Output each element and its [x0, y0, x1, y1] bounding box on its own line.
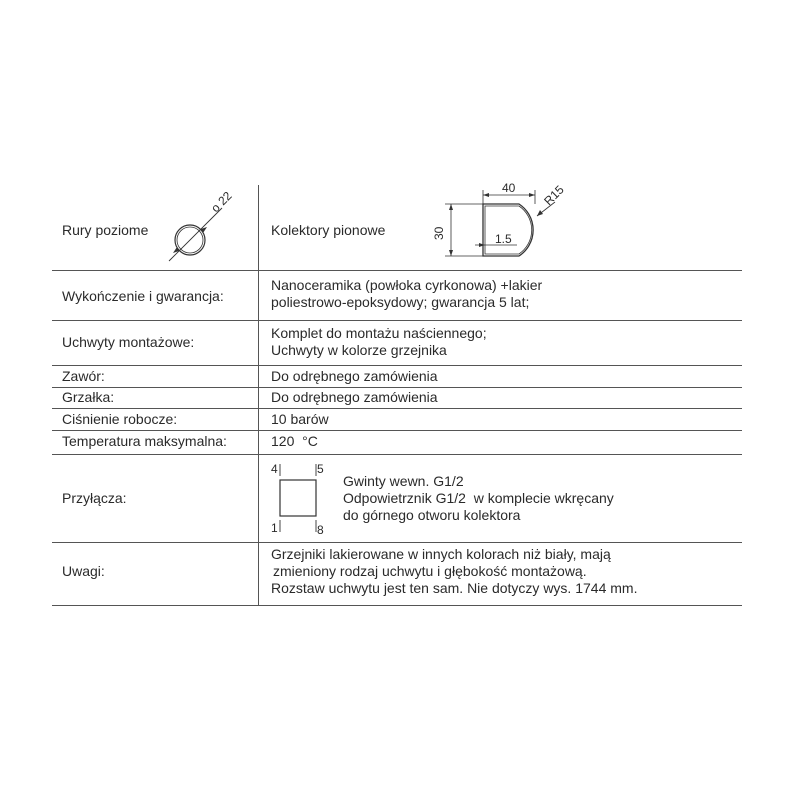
connections-value	[343, 473, 614, 524]
radiator-outline	[280, 480, 316, 516]
arrow-head	[537, 210, 543, 216]
port-top-right: 5	[317, 462, 324, 476]
row-divider	[52, 542, 742, 543]
height-dimension: 30	[432, 226, 446, 240]
connections-line-2: Odpowietrznik G1/2 w komplecie wkręcany	[343, 490, 614, 506]
pressure-label: Ciśnienie robocze:	[62, 411, 178, 427]
pressure-value: 10 barów	[271, 411, 329, 427]
row-divider	[52, 454, 742, 455]
notes-line-3: Rozstaw uchwytu jest ten sam. Nie dotyczy wys. 1744 mm.	[271, 580, 638, 596]
arrow-head	[449, 250, 453, 256]
finish-line-1: Nanoceramika (powłoka cyrkonowa) +lakier	[271, 277, 543, 293]
finish-label: Wykończenie i gwarancja:	[62, 288, 224, 304]
pipe-diameter-drawing	[160, 180, 245, 265]
temperature-value: 120 °C	[271, 433, 318, 449]
row-divider	[52, 605, 742, 606]
port-bottom-right: 8	[317, 523, 324, 537]
finish-value	[271, 277, 542, 311]
connections-line-3: do górnego otworu kolektora	[343, 507, 521, 523]
valve-label: Zawór:	[62, 368, 105, 384]
wall-dimension: 1.5	[495, 232, 512, 246]
valve-value: Do odrębnego zamówienia	[271, 368, 438, 384]
finish-line-2: poliestrowo-epoksydowy; gwarancja 5 lat;	[271, 294, 530, 310]
pipes-label: Rury poziome	[62, 222, 149, 238]
row-divider	[52, 408, 742, 409]
row-divider	[52, 270, 742, 271]
heater-value: Do odrębnego zamówienia	[271, 389, 438, 405]
row-divider	[52, 430, 742, 431]
arrow-head	[479, 243, 485, 247]
collector-inner-profile	[485, 206, 532, 254]
diameter-leader-line	[169, 208, 222, 261]
port-top-left: 4	[271, 462, 278, 476]
mounting-line-1: Komplet do montażu naściennego;	[271, 325, 487, 341]
connection-ports-drawing	[266, 456, 336, 542]
arrow-head	[483, 193, 489, 197]
connections-label: Przyłącza:	[62, 490, 127, 506]
mounting-label: Uchwyty montażowe:	[62, 334, 195, 350]
width-dimension: 40	[502, 181, 516, 195]
notes-label: Uwagi:	[62, 563, 105, 579]
port-bottom-left: 1	[271, 521, 278, 535]
row-divider	[52, 365, 742, 366]
arrow-head	[449, 204, 453, 210]
heater-label: Grzałka:	[62, 389, 115, 405]
row-divider	[52, 387, 742, 388]
connections-line-1: Gwinty wewn. G1/2	[343, 473, 464, 489]
collectors-label: Kolektory pionowe	[271, 222, 386, 238]
notes-line-2: zmieniony rodzaj uchwytu i głębokość montażową.	[273, 563, 587, 579]
radius-dimension: R15	[541, 182, 567, 209]
mounting-value	[271, 325, 487, 359]
collector-profile-drawing	[425, 180, 585, 265]
temperature-label: Temperatura maksymalna:	[62, 433, 227, 449]
mounting-line-2: Uchwyty w kolorze grzejnika	[271, 342, 447, 358]
notes-value	[271, 546, 637, 597]
diameter-dimension: o 22	[208, 188, 235, 216]
notes-line-1: Grzejniki lakierowane w innych kolorach niż biały, mają	[271, 546, 611, 562]
arrow-head	[529, 193, 535, 197]
row-divider	[52, 320, 742, 321]
